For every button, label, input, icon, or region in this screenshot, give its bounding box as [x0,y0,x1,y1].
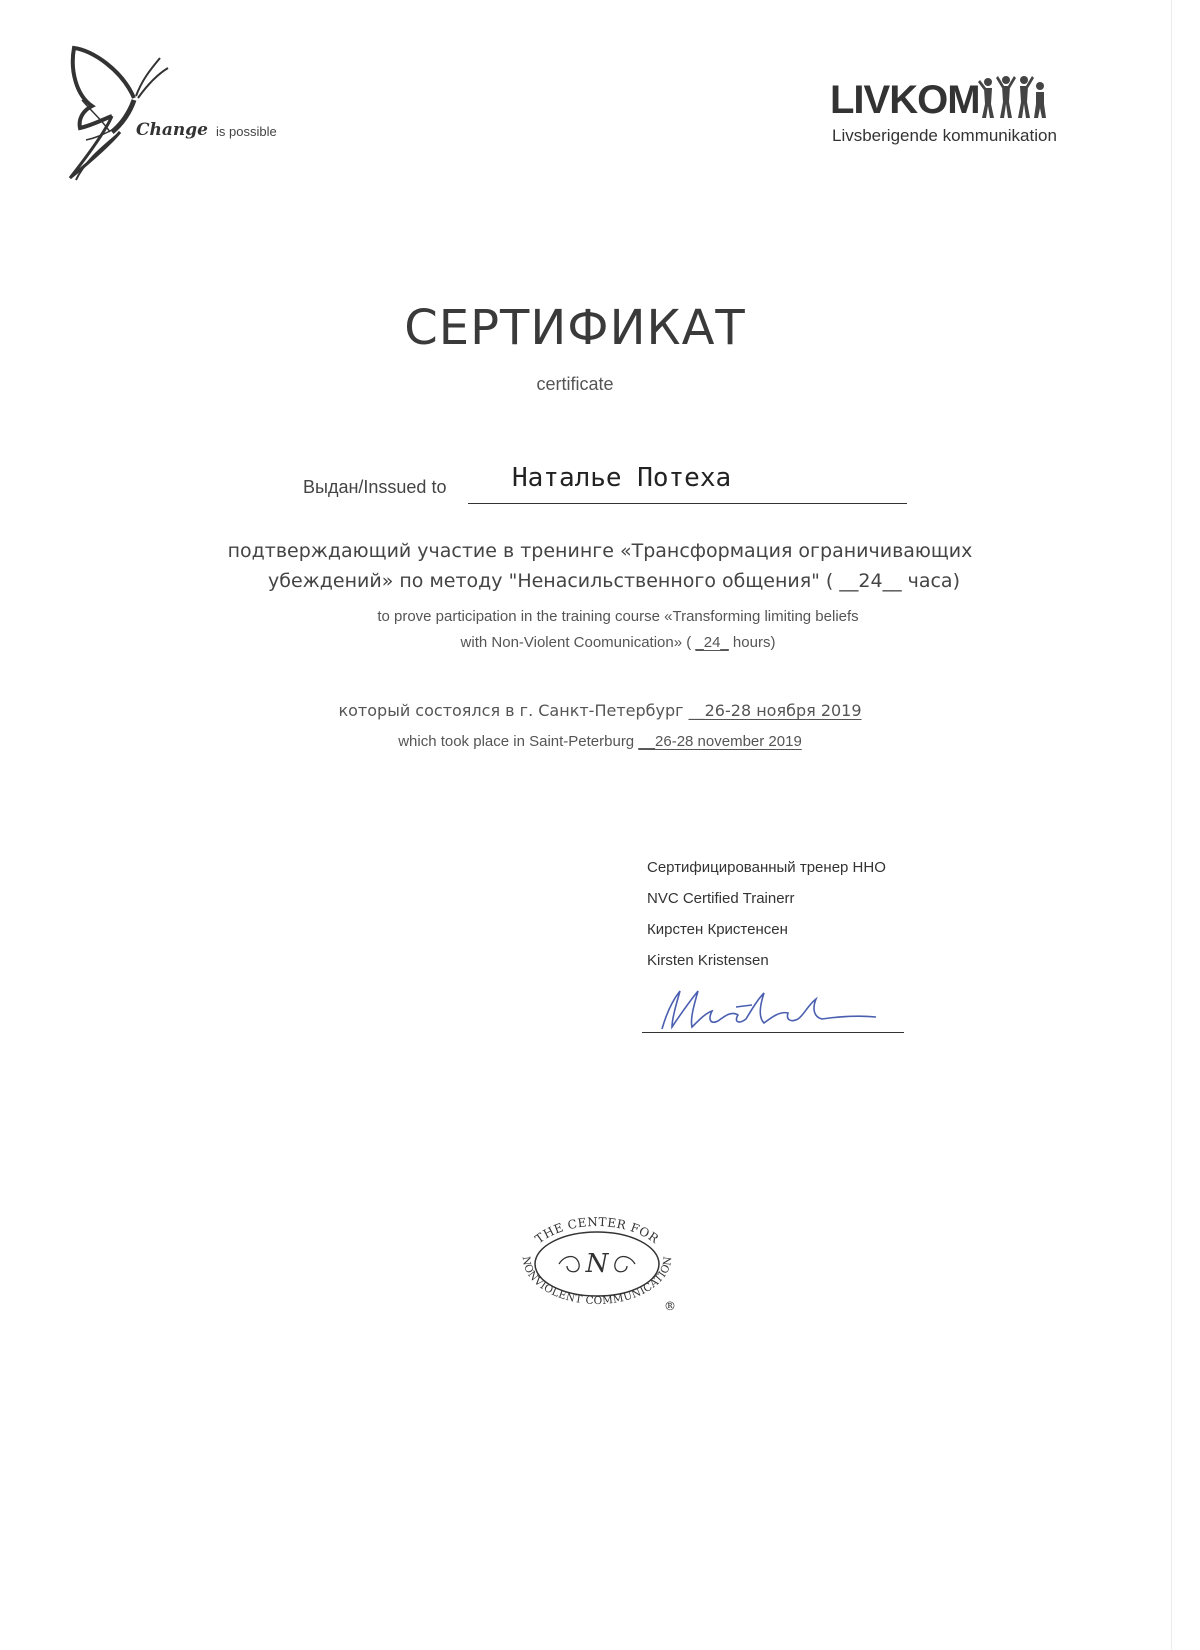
ru-description-line-1: подтверждающий участие в тренинге «Трансформация ограничивающих [227,540,973,562]
ru-line2-text: убеждений» по методу "Ненасильственного общения" ( [267,570,840,592]
seal-monogram: N [585,1249,609,1279]
en-line2-text: with Non-Violent Coomunication» ( [460,634,696,651]
people-icon [978,74,1048,122]
trainer-title-ru: Сертифицированный тренер ННО [647,859,886,876]
livkom-brand: LIVKOM [830,78,980,122]
en-description-line-1: to prove participation in the training course «Transforming limiting beliefs [377,608,859,625]
change-is-possible-logo [62,40,322,190]
seal-bottom-text: NONVIOLENT COMMUNICATION [519,1255,675,1308]
certificate-title: СЕРТИФИКАТ [404,300,746,356]
certificate-subtitle: certificate [536,374,614,394]
page-edge [1171,0,1172,1650]
place-en-date: __26-28 november 2019 [638,733,802,750]
ru-hours: __24__ [839,570,902,592]
logo-change-word: Change [136,120,208,140]
registered-mark: ® [664,1299,676,1313]
en-description-line-2 [18,634,1200,651]
logo-is-possible: is possible [216,124,277,139]
trainer-name-en: Kirsten Kristensen [647,952,769,969]
recipient-name: Наталье Потеха [512,463,732,493]
livkom-logo [830,78,1060,158]
en-line2-end: hours) [728,634,776,651]
cnvc-seal [505,1210,695,1320]
trainer-signature [640,985,910,1035]
seal-top-text: THE CENTER FOR [532,1214,662,1247]
issued-to-label: Выдан/Inssued to [303,477,447,497]
place-en [0,733,1200,750]
ru-line2-end: часа) [901,570,960,592]
trainer-name-ru: Кирстен Кристенсен [647,921,788,938]
place-ru-text: который состоялся в г. Санкт-Петербург [338,701,689,720]
ru-description-line-2 [14,570,1200,592]
trainer-title-en: NVC Certified Trainerr [647,890,795,907]
place-en-text: which took place in Saint-Peterburg [398,733,639,750]
butterfly-icon [62,40,182,190]
signature-line [642,1032,904,1033]
place-ru-date: __26-28 ноября 2019 [688,701,862,720]
recipient-underline [468,503,907,504]
livkom-tagline: Livsberigende kommunikation [832,126,1057,145]
en-hours: _24_ [695,634,729,651]
place-ru [0,701,1200,720]
